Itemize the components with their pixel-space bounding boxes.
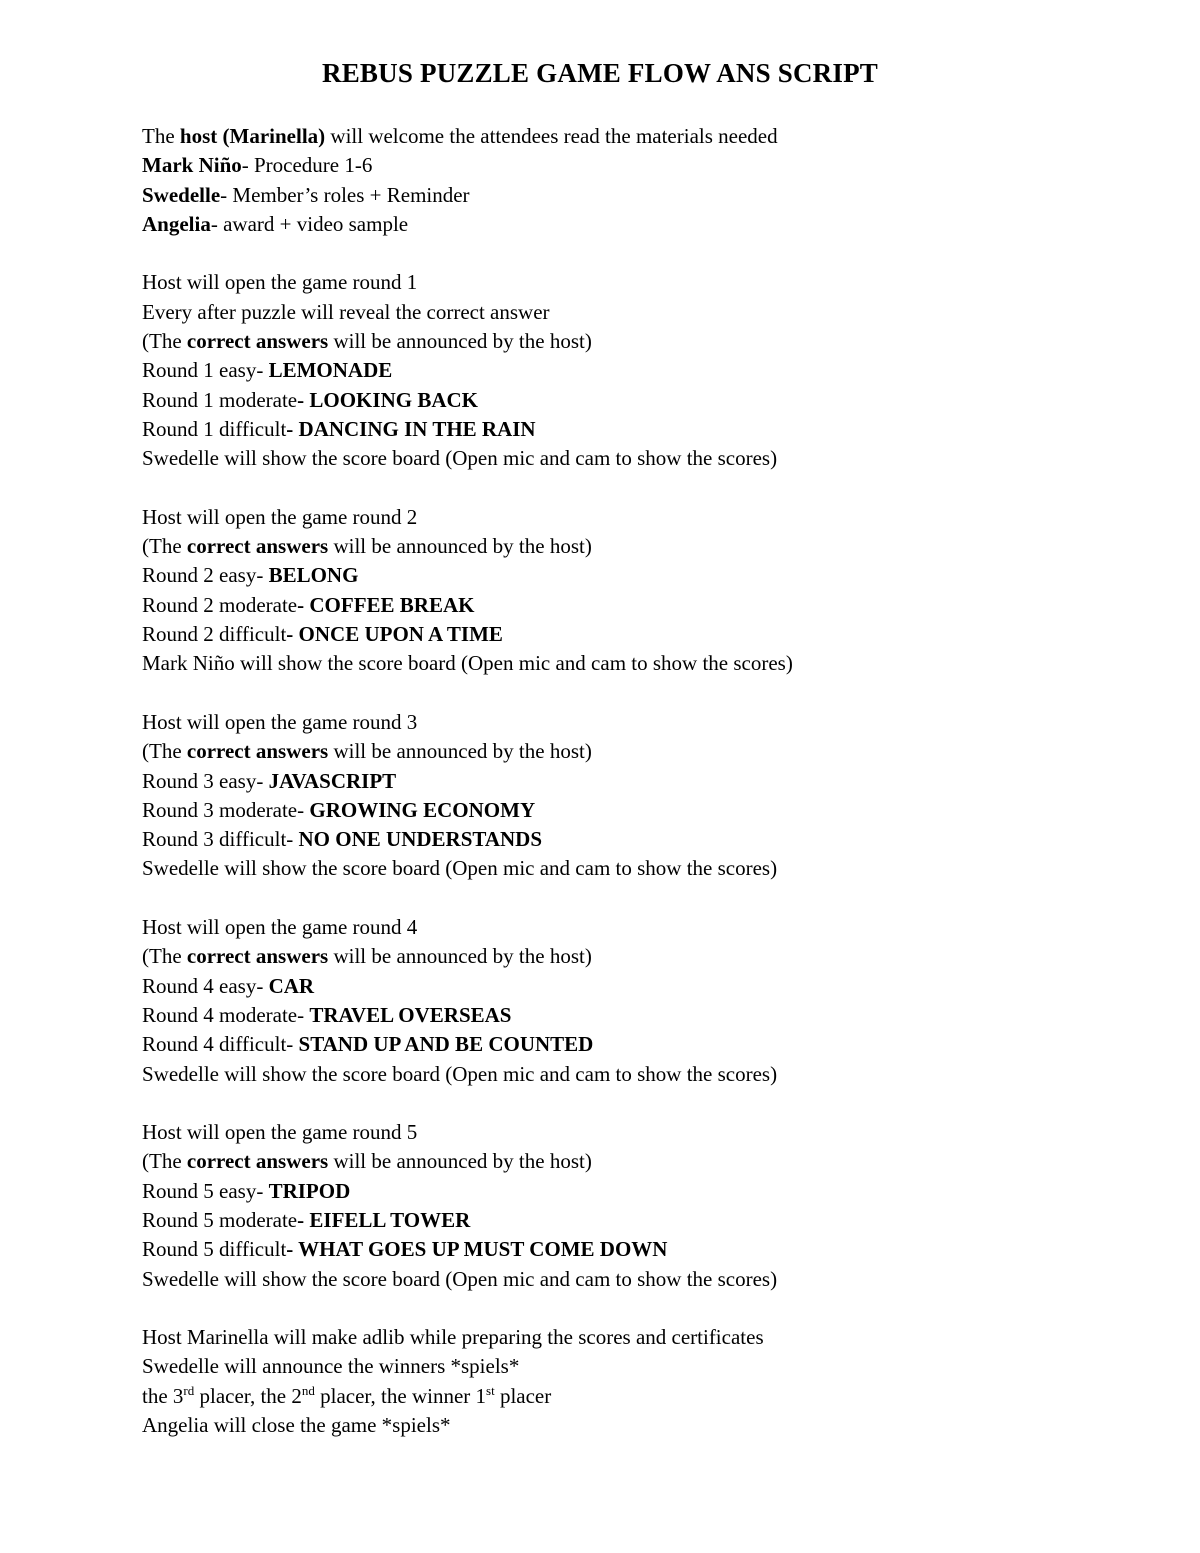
answer-label: Round 5 difficult — [142, 1237, 287, 1262]
intro-host-line — [142, 122, 1142, 151]
round-easy-line — [142, 356, 1142, 385]
member-name: Swedelle — [142, 182, 221, 207]
round-easy-line — [142, 767, 1142, 796]
answer-label: Round 4 easy- — [142, 973, 269, 998]
member-name: Angelia — [142, 211, 211, 236]
round-difficult-line — [142, 620, 1142, 649]
announce-text: will be announced by the host) — [328, 534, 592, 559]
answer-value: - COFFEE BREAK — [297, 592, 475, 617]
answer-label: Round 4 moderate- — [142, 1002, 310, 1027]
round-open-line: Host will open the game round 4 — [142, 915, 418, 940]
answer-value: TRIPOD — [268, 1178, 351, 1203]
spacer — [142, 884, 1142, 913]
round-announce-line — [142, 327, 1142, 356]
announce-bold: correct answers — [186, 739, 329, 764]
answer-label: Round 2 easy- — [142, 563, 269, 588]
round-score-line: Swedelle will show the score board (Open mic and cam to show the scores) — [142, 1266, 778, 1291]
answer-label: Round 3 easy- — [142, 768, 269, 793]
announce-bold: correct answers — [186, 534, 329, 559]
answer-value: LEMONADE — [268, 358, 393, 383]
answer-label: Round 3 difficult- — [142, 827, 299, 852]
announce-text: (The — [142, 739, 187, 764]
answer-value: STAND UP AND BE COUNTED — [298, 1032, 594, 1057]
answer-value: - EIFELL TOWER — [297, 1207, 471, 1232]
round-announce-line — [142, 942, 1142, 971]
answer-value: TRAVEL OVERSEAS — [309, 1002, 512, 1027]
round-moderate-line — [142, 591, 1142, 620]
placer-text: placer, the winner 1 — [314, 1383, 487, 1408]
round-difficult-line — [142, 1235, 1142, 1264]
announce-text: (The — [142, 944, 187, 969]
ordinal-suffix: st — [486, 1382, 495, 1398]
answer-value: BELONG — [268, 563, 359, 588]
round-open-line: Host will open the game round 2 — [142, 504, 418, 529]
answer-value: JAVASCRIPT — [268, 768, 397, 793]
round-moderate-line — [142, 796, 1142, 825]
round-reveal-line: Every after puzzle will reveal the correct answer — [142, 299, 550, 324]
round-easy-line — [142, 1177, 1142, 1206]
document-body — [142, 122, 1142, 1440]
answer-value: NO ONE UNDERSTANDS — [298, 827, 542, 852]
member-role: - award + video sample — [210, 211, 409, 236]
spacer — [142, 474, 1142, 503]
round-announce-line — [142, 737, 1142, 766]
placer-text: placer — [494, 1383, 552, 1408]
announce-bold: correct answers — [186, 329, 329, 354]
announce-text: will be announced by the host) — [328, 1149, 592, 1174]
round-announce-line — [142, 1147, 1142, 1176]
placer-text: placer, the 2 — [194, 1383, 302, 1408]
announce-text: (The — [142, 534, 187, 559]
spacer — [142, 1089, 1142, 1118]
closing-adlib-line: Host Marinella will make adlib while preparing the scores and certificates — [142, 1325, 764, 1350]
announce-bold: correct answers — [186, 1149, 329, 1174]
intro-role-line — [142, 181, 1142, 210]
round-score-line: Swedelle will show the score board (Open mic and cam to show the scores) — [142, 856, 778, 881]
answer-value: - DANCING IN THE RAIN — [286, 416, 536, 441]
round-moderate-line — [142, 386, 1142, 415]
round-moderate-line — [142, 1001, 1142, 1030]
answer-label: Round 4 difficult- — [142, 1032, 299, 1057]
round-open-line: Host will open the game round 3 — [142, 709, 418, 734]
ordinal-suffix: nd — [301, 1382, 315, 1398]
round-difficult-line — [142, 825, 1142, 854]
intro-text: will welcome the attendees read the materials needed — [325, 124, 778, 148]
ordinal-suffix: rd — [183, 1382, 195, 1398]
answer-label: Round 5 moderate — [142, 1207, 298, 1232]
member-name: Mark Niño — [142, 153, 242, 178]
spacer — [142, 1294, 1142, 1323]
spacer — [142, 679, 1142, 708]
round-moderate-line — [142, 1206, 1142, 1235]
intro-text: The — [142, 124, 180, 148]
answer-label: Round 1 easy- — [142, 358, 269, 383]
announce-bold: correct answers — [186, 944, 329, 969]
closing-placers-line — [142, 1382, 1142, 1411]
placer-text: the 3 — [142, 1383, 184, 1408]
answer-label: Round 1 moderate — [142, 387, 298, 412]
round-score-line: Swedelle will show the score board (Open mic and cam to show the scores) — [142, 1061, 778, 1086]
host-name: (Marinella) — [222, 124, 326, 148]
round-open-line: Host will open the game round 1 — [142, 270, 418, 295]
spacer — [142, 239, 1142, 268]
answer-label: Round 2 moderate — [142, 592, 298, 617]
announce-text: will be announced by the host) — [328, 944, 592, 969]
announce-text: (The — [142, 1149, 187, 1174]
answer-value: - WHAT GOES UP MUST COME DOWN — [286, 1237, 668, 1262]
announce-text: (The — [142, 329, 187, 354]
round-score-line: Swedelle will show the score board (Open mic and cam to show the scores) — [142, 446, 778, 471]
round-difficult-line — [142, 415, 1142, 444]
answer-label: Round 3 moderate- — [142, 797, 310, 822]
answer-value: - LOOKING BACK — [297, 387, 478, 412]
closing-announce-line: Swedelle will announce the winners *spiels* — [142, 1354, 520, 1379]
document-title: REBUS PUZZLE GAME FLOW ANS SCRIPT — [322, 58, 878, 88]
answer-value: CAR — [268, 973, 315, 998]
round-easy-line — [142, 972, 1142, 1001]
intro-role-line — [142, 151, 1142, 180]
answer-label: Round 1 difficult — [142, 416, 287, 441]
closing-close-line: Angelia will close the game *spiels* — [142, 1413, 451, 1438]
answer-value: GROWING ECONOMY — [309, 797, 536, 822]
round-easy-line — [142, 561, 1142, 590]
round-difficult-line — [142, 1030, 1142, 1059]
answer-value: - ONCE UPON A TIME — [286, 622, 503, 647]
answer-label: Round 5 easy- — [142, 1178, 269, 1203]
round-announce-line — [142, 532, 1142, 561]
intro-role-line — [142, 210, 1142, 239]
announce-text: will be announced by the host) — [328, 739, 592, 764]
member-role: - Procedure 1-6 — [241, 153, 373, 178]
announce-text: will be announced by the host) — [328, 329, 592, 354]
round-score-line: Mark Niño will show the score board (Open mic and cam to show the scores) — [142, 651, 793, 676]
round-open-line: Host will open the game round 5 — [142, 1120, 418, 1145]
answer-label: Round 2 difficult — [142, 622, 287, 647]
host-label: host — [179, 124, 218, 148]
member-role: - Member’s roles + Reminder — [220, 182, 470, 207]
